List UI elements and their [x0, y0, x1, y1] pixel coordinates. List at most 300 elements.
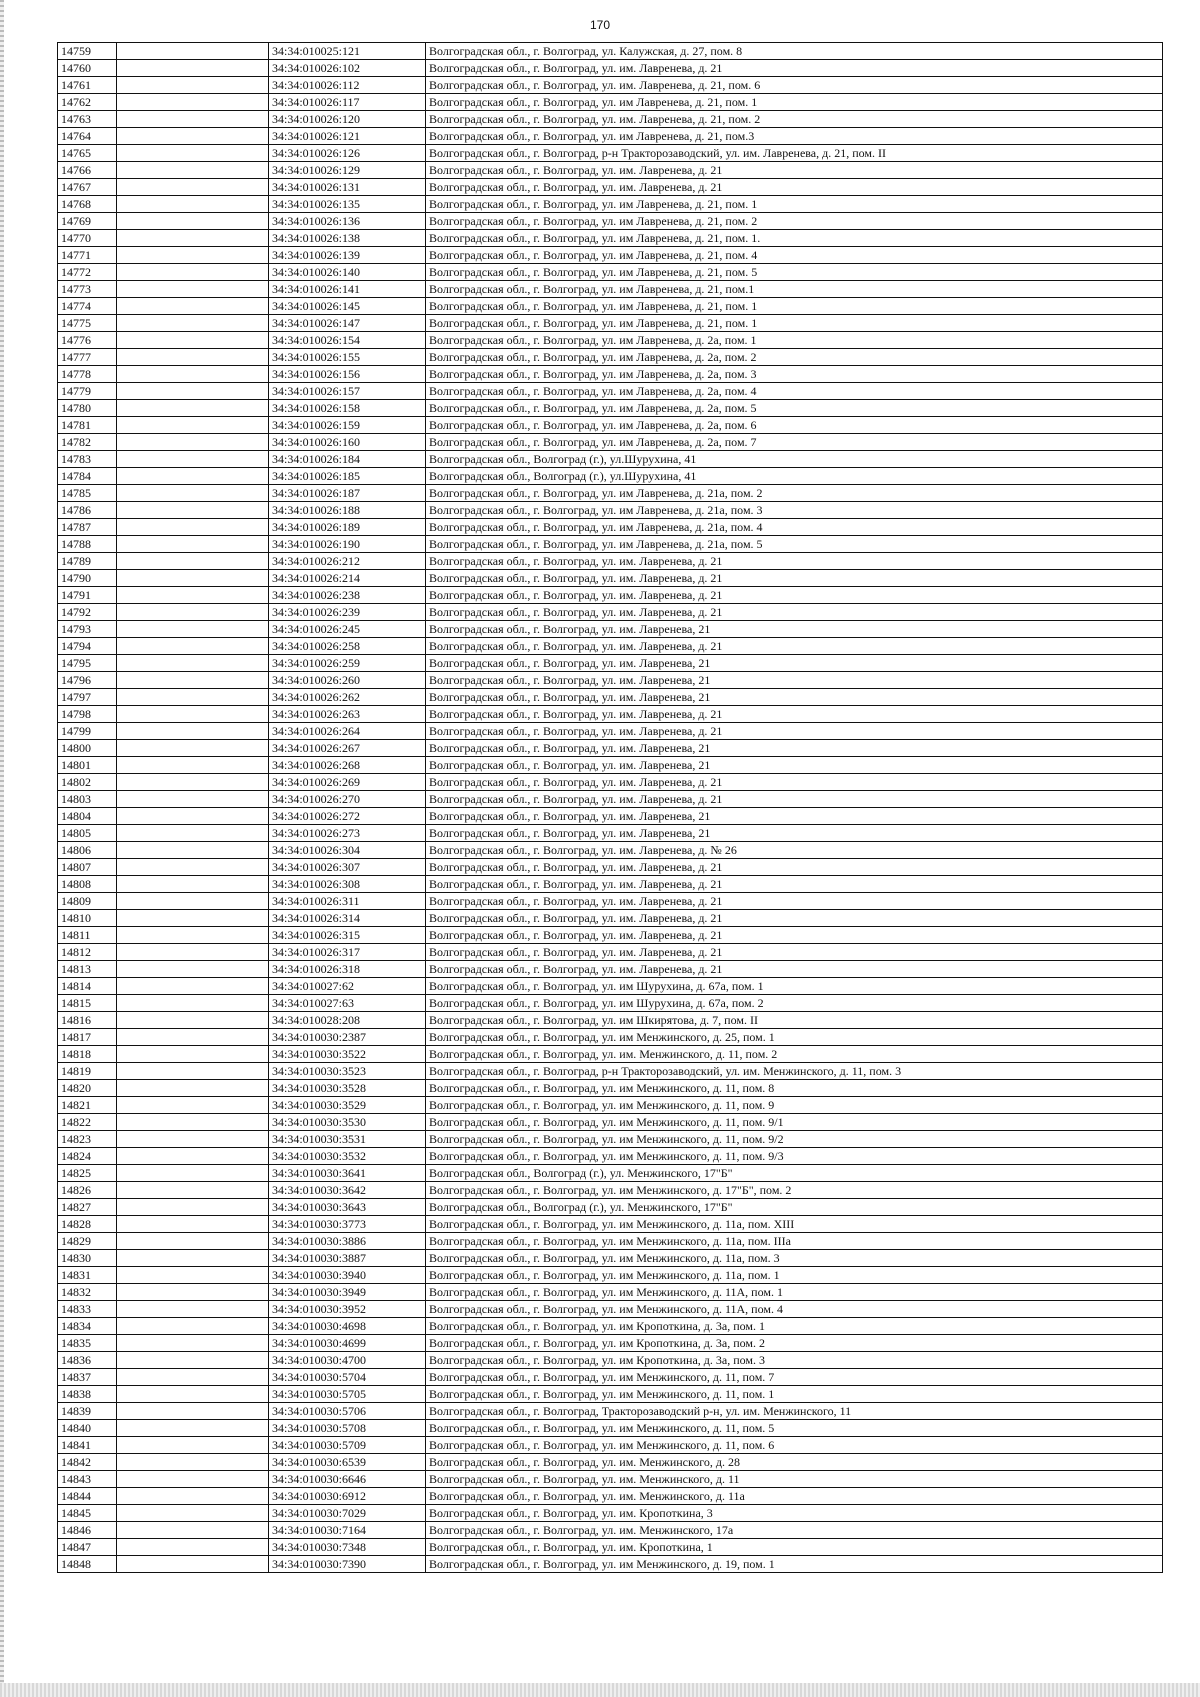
cadastral-number: 34:34:010030:5709 — [269, 1437, 426, 1454]
address: Волгоградская обл., г. Волгоград, ул. им Лавренева, д. 21, пом. 1. — [426, 230, 1163, 247]
blank-cell — [117, 1012, 269, 1029]
cadastral-number: 34:34:010030:3949 — [269, 1284, 426, 1301]
blank-cell — [117, 621, 269, 638]
cadastral-number: 34:34:010026:272 — [269, 808, 426, 825]
blank-cell — [117, 128, 269, 145]
cadastral-number: 34:34:010026:190 — [269, 536, 426, 553]
table-row — [58, 1539, 1163, 1556]
table-row — [58, 1012, 1163, 1029]
row-number: 14824 — [58, 1148, 117, 1165]
row-number: 14767 — [58, 179, 117, 196]
address: Волгоградская обл., г. Волгоград, ул. им. Менжинского, д. 11, пом. 2 — [426, 1046, 1163, 1063]
table-row — [58, 1148, 1163, 1165]
blank-cell — [117, 1488, 269, 1505]
table-row — [58, 740, 1163, 757]
row-number: 14829 — [58, 1233, 117, 1250]
blank-cell — [117, 1454, 269, 1471]
table-row — [58, 689, 1163, 706]
blank-cell — [117, 1301, 269, 1318]
table-row — [58, 485, 1163, 502]
blank-cell — [117, 1097, 269, 1114]
blank-cell — [117, 791, 269, 808]
blank-cell — [117, 876, 269, 893]
table-row — [58, 1403, 1163, 1420]
table-row — [58, 1556, 1163, 1573]
row-number: 14835 — [58, 1335, 117, 1352]
blank-cell — [117, 672, 269, 689]
row-number: 14831 — [58, 1267, 117, 1284]
blank-cell — [117, 553, 269, 570]
cadastral-number: 34:34:010026:185 — [269, 468, 426, 485]
address: Волгоградская обл., г. Волгоград, ул. им Менжинского, д. 11а, пом. XIII — [426, 1216, 1163, 1233]
address: Волгоградская обл., г. Волгоград, ул. им Менжинского, д. 11, пом. 9/2 — [426, 1131, 1163, 1148]
row-number: 14843 — [58, 1471, 117, 1488]
table-row — [58, 1522, 1163, 1539]
cadastral-number: 34:34:010026:318 — [269, 961, 426, 978]
address: Волгоградская обл., г. Волгоград, ул. им. Лавренева, д. 21, пом. 2 — [426, 111, 1163, 128]
cadastral-number: 34:34:010026:155 — [269, 349, 426, 366]
address: Волгоградская обл., г. Волгоград, ул. им Менжинского, д. 11, пом. 6 — [426, 1437, 1163, 1454]
cadastral-number: 34:34:010026:188 — [269, 502, 426, 519]
cadastral-number: 34:34:010030:5708 — [269, 1420, 426, 1437]
blank-cell — [117, 587, 269, 604]
row-number: 14818 — [58, 1046, 117, 1063]
address: Волгоградская обл., г. Волгоград, ул. им Лавренева, д. 2а, пом. 3 — [426, 366, 1163, 383]
table-row — [58, 519, 1163, 536]
table-row — [58, 1216, 1163, 1233]
address: Волгоградская обл., г. Волгоград, ул. им. Лавренева, д. 21 — [426, 791, 1163, 808]
cadastral-number: 34:34:010030:6646 — [269, 1471, 426, 1488]
address: Волгоградская обл., г. Волгоград, ул. им Лавренева, д. 21, пом.3 — [426, 128, 1163, 145]
blank-cell — [117, 264, 269, 281]
blank-cell — [117, 1063, 269, 1080]
address: Волгоградская обл., г. Волгоград, ул. им Менжинского, д. 11а, пом. 3 — [426, 1250, 1163, 1267]
address: Волгоградская обл., г. Волгоград, ул. им. Менжинского, д. 28 — [426, 1454, 1163, 1471]
cadastral-number: 34:34:010026:120 — [269, 111, 426, 128]
table-row — [58, 1165, 1163, 1182]
address: Волгоградская обл., г. Волгоград, ул. им. Менжинского, д. 11а — [426, 1488, 1163, 1505]
blank-cell — [117, 1250, 269, 1267]
table-row — [58, 706, 1163, 723]
address: Волгоградская обл., г. Волгоград, ул. им Лавренева, д. 21а, пом. 3 — [426, 502, 1163, 519]
table-row — [58, 366, 1163, 383]
cadastral-number: 34:34:010030:3642 — [269, 1182, 426, 1199]
cadastral-number: 34:34:010026:157 — [269, 383, 426, 400]
table-row — [58, 1199, 1163, 1216]
address: Волгоградская обл., г. Волгоград, ул. им. Лавренева, д. 21 — [426, 893, 1163, 910]
row-number: 14781 — [58, 417, 117, 434]
row-number: 14803 — [58, 791, 117, 808]
row-number: 14794 — [58, 638, 117, 655]
cadastral-number: 34:34:010026:187 — [269, 485, 426, 502]
table-row — [58, 638, 1163, 655]
cadastral-number: 34:34:010030:7348 — [269, 1539, 426, 1556]
address: Волгоградская обл., г. Волгоград, ул. им. Лавренева, д. 21 — [426, 910, 1163, 927]
cadastral-number: 34:34:010026:262 — [269, 689, 426, 706]
cadastral-number: 34:34:010026:239 — [269, 604, 426, 621]
row-number: 14771 — [58, 247, 117, 264]
row-number: 14764 — [58, 128, 117, 145]
address: Волгоградская обл., г. Волгоград, ул. им Кропоткина, д. 3а, пом. 3 — [426, 1352, 1163, 1369]
address: Волгоградская обл., г. Волгоград, ул. им Менжинского, д. 11, пом. 8 — [426, 1080, 1163, 1097]
registry-table-container — [57, 42, 1163, 1573]
row-number: 14811 — [58, 927, 117, 944]
address: Волгоградская обл., г. Волгоград, ул. им Менжинского, д. 19, пом. 1 — [426, 1556, 1163, 1573]
address: Волгоградская обл., г. Волгоград, ул. им. Лавренева, д. 21 — [426, 553, 1163, 570]
cadastral-number: 34:34:010030:3530 — [269, 1114, 426, 1131]
row-number: 14765 — [58, 145, 117, 162]
cadastral-number: 34:34:010030:4699 — [269, 1335, 426, 1352]
address: Волгоградская обл., г. Волгоград, ул. им. Лавренева, 21 — [426, 825, 1163, 842]
table-row — [58, 1505, 1163, 1522]
row-number: 14760 — [58, 60, 117, 77]
table-row — [58, 315, 1163, 332]
table-row — [58, 111, 1163, 128]
table-row — [58, 1386, 1163, 1403]
cadastral-number: 34:34:010030:4698 — [269, 1318, 426, 1335]
row-number: 14833 — [58, 1301, 117, 1318]
table-row — [58, 723, 1163, 740]
address: Волгоградская обл., г. Волгоград, ул. им Лавренева, д. 21а, пом. 5 — [426, 536, 1163, 553]
address: Волгоградская обл., Волгоград (г.), ул. Менжинского, 17"Б" — [426, 1165, 1163, 1182]
blank-cell — [117, 1080, 269, 1097]
row-number: 14806 — [58, 842, 117, 859]
blank-cell — [117, 485, 269, 502]
cadastral-number: 34:34:010030:5706 — [269, 1403, 426, 1420]
table-row — [58, 162, 1163, 179]
blank-cell — [117, 145, 269, 162]
address: Волгоградская обл., г. Волгоград, ул. им Лавренева, д. 21а, пом. 2 — [426, 485, 1163, 502]
row-number: 14813 — [58, 961, 117, 978]
row-number: 14840 — [58, 1420, 117, 1437]
address: Волгоградская обл., г. Волгоград, Тракторозаводский р-н, ул. им. Менжинского, 11 — [426, 1403, 1163, 1420]
address: Волгоградская обл., г. Волгоград, ул. им. Лавренева, д. 21 — [426, 961, 1163, 978]
address: Волгоградская обл., г. Волгоград, ул. им Менжинского, д. 11А, пом. 1 — [426, 1284, 1163, 1301]
blank-cell — [117, 230, 269, 247]
row-number: 14790 — [58, 570, 117, 587]
blank-cell — [117, 281, 269, 298]
blank-cell — [117, 383, 269, 400]
table-row — [58, 910, 1163, 927]
blank-cell — [117, 893, 269, 910]
address: Волгоградская обл., г. Волгоград, ул. им. Лавренева, д. 21 — [426, 944, 1163, 961]
scan-bottom-edge — [0, 1683, 1200, 1697]
table-row — [58, 808, 1163, 825]
row-number: 14836 — [58, 1352, 117, 1369]
row-number: 14816 — [58, 1012, 117, 1029]
address: Волгоградская обл., г. Волгоград, ул. им Лавренева, д. 2а, пом. 1 — [426, 332, 1163, 349]
row-number: 14805 — [58, 825, 117, 842]
table-row — [58, 876, 1163, 893]
table-row — [58, 179, 1163, 196]
row-number: 14766 — [58, 162, 117, 179]
cadastral-number: 34:34:010026:264 — [269, 723, 426, 740]
table-row — [58, 791, 1163, 808]
address: Волгоградская обл., г. Волгоград, ул. им. Лавренева, д. 21 — [426, 876, 1163, 893]
address: Волгоградская обл., Волгоград (г.), ул.Шурухина, 41 — [426, 451, 1163, 468]
address: Волгоградская обл., г. Волгоград, р-н Тракторозаводский, ул. им. Лавренева, д. 21, пом. II — [426, 145, 1163, 162]
table-row — [58, 230, 1163, 247]
blank-cell — [117, 1216, 269, 1233]
address: Волгоградская обл., г. Волгоград, ул. им Шурухина, д. 67а, пом. 2 — [426, 995, 1163, 1012]
blank-cell — [117, 1029, 269, 1046]
table-row — [58, 927, 1163, 944]
cadastral-number: 34:34:010030:4700 — [269, 1352, 426, 1369]
address: Волгоградская обл., г. Волгоград, ул. им Менжинского, д. 11, пом. 9/3 — [426, 1148, 1163, 1165]
table-row — [58, 1114, 1163, 1131]
blank-cell — [117, 349, 269, 366]
cadastral-number: 34:34:010030:3531 — [269, 1131, 426, 1148]
address: Волгоградская обл., г. Волгоград, ул. им Менжинского, д. 25, пом. 1 — [426, 1029, 1163, 1046]
address: Волгоградская обл., г. Волгоград, ул. им. Лавренева, д. 21 — [426, 859, 1163, 876]
cadastral-number: 34:34:010026:315 — [269, 927, 426, 944]
row-number: 14837 — [58, 1369, 117, 1386]
cadastral-number: 34:34:010026:212 — [269, 553, 426, 570]
cadastral-number: 34:34:010026:140 — [269, 264, 426, 281]
table-row — [58, 1437, 1163, 1454]
row-number: 14796 — [58, 672, 117, 689]
blank-cell — [117, 434, 269, 451]
row-number: 14838 — [58, 1386, 117, 1403]
blank-cell — [117, 1148, 269, 1165]
blank-cell — [117, 1318, 269, 1335]
address: Волгоградская обл., г. Волгоград, ул. им. Лавренева, д. № 26 — [426, 842, 1163, 859]
blank-cell — [117, 502, 269, 519]
row-number: 14799 — [58, 723, 117, 740]
address: Волгоградская обл., г. Волгоград, ул. им Лавренева, д. 21, пом. 1 — [426, 298, 1163, 315]
blank-cell — [117, 1539, 269, 1556]
table-row — [58, 672, 1163, 689]
address: Волгоградская обл., г. Волгоград, ул. им. Лавренева, д. 21 — [426, 604, 1163, 621]
row-number: 14798 — [58, 706, 117, 723]
row-number: 14787 — [58, 519, 117, 536]
cadastral-number: 34:34:010030:3532 — [269, 1148, 426, 1165]
table-row — [58, 332, 1163, 349]
address: Волгоградская обл., г. Волгоград, ул. им. Менжинского, д. 11 — [426, 1471, 1163, 1488]
address: Волгоградская обл., г. Волгоград, ул. им Менжинского, д. 11, пом. 9 — [426, 1097, 1163, 1114]
address: Волгоградская обл., г. Волгоград, ул. им Лавренева, д. 2а, пом. 2 — [426, 349, 1163, 366]
cadastral-number: 34:34:010026:214 — [269, 570, 426, 587]
row-number: 14808 — [58, 876, 117, 893]
address: Волгоградская обл., г. Волгоград, ул. им. Лавренева, д. 21 — [426, 638, 1163, 655]
registry-table-body — [58, 43, 1163, 1573]
address: Волгоградская обл., г. Волгоград, ул. им Лавренева, д. 21, пом. 2 — [426, 213, 1163, 230]
cadastral-number: 34:34:010030:7029 — [269, 1505, 426, 1522]
table-row — [58, 43, 1163, 60]
cadastral-number: 34:34:010026:154 — [269, 332, 426, 349]
address: Волгоградская обл., г. Волгоград, ул. им Лавренева, д. 2а, пом. 6 — [426, 417, 1163, 434]
row-number: 14786 — [58, 502, 117, 519]
table-row — [58, 995, 1163, 1012]
address: Волгоградская обл., г. Волгоград, ул. им Менжинского, д. 11, пом. 9/1 — [426, 1114, 1163, 1131]
address: Волгоградская обл., г. Волгоград, ул. им Менжинского, д. 11, пом. 1 — [426, 1386, 1163, 1403]
address: Волгоградская обл., г. Волгоград, ул. им Лавренева, д. 2а, пом. 7 — [426, 434, 1163, 451]
row-number: 14762 — [58, 94, 117, 111]
address: Волгоградская обл., г. Волгоград, ул. им. Лавренева, 21 — [426, 621, 1163, 638]
cadastral-number: 34:34:010030:6912 — [269, 1488, 426, 1505]
table-row — [58, 281, 1163, 298]
row-number: 14823 — [58, 1131, 117, 1148]
cadastral-number: 34:34:010028:208 — [269, 1012, 426, 1029]
table-row — [58, 825, 1163, 842]
blank-cell — [117, 417, 269, 434]
cadastral-number: 34:34:010026:259 — [269, 655, 426, 672]
cadastral-number: 34:34:010026:138 — [269, 230, 426, 247]
address: Волгоградская обл., г. Волгоград, ул. им Менжинского, д. 11а, пом. IIIа — [426, 1233, 1163, 1250]
page-number: 170 — [589, 18, 611, 32]
blank-cell — [117, 757, 269, 774]
cadastral-number: 34:34:010026:117 — [269, 94, 426, 111]
table-row — [58, 264, 1163, 281]
row-number: 14839 — [58, 1403, 117, 1420]
blank-cell — [117, 1165, 269, 1182]
blank-cell — [117, 162, 269, 179]
address: Волгоградская обл., г. Волгоград, ул. им. Лавренева, 21 — [426, 808, 1163, 825]
table-row — [58, 1454, 1163, 1471]
address: Волгоградская обл., г. Волгоград, ул. им. Лавренева, д. 21 — [426, 60, 1163, 77]
table-row — [58, 1250, 1163, 1267]
address: Волгоградская обл., г. Волгоград, ул. им. Лавренева, 21 — [426, 740, 1163, 757]
blank-cell — [117, 196, 269, 213]
table-row — [58, 1335, 1163, 1352]
row-number: 14780 — [58, 400, 117, 417]
cadastral-number: 34:34:010026:135 — [269, 196, 426, 213]
cadastral-number: 34:34:010026:314 — [269, 910, 426, 927]
blank-cell — [117, 1352, 269, 1369]
cadastral-number: 34:34:010026:269 — [269, 774, 426, 791]
blank-cell — [117, 1233, 269, 1250]
table-row — [58, 553, 1163, 570]
address: Волгоградская обл., г. Волгоград, ул. Калужская, д. 27, пом. 8 — [426, 43, 1163, 60]
blank-cell — [117, 1386, 269, 1403]
table-row — [58, 774, 1163, 791]
row-number: 14772 — [58, 264, 117, 281]
row-number: 14775 — [58, 315, 117, 332]
table-row — [58, 536, 1163, 553]
address: Волгоградская обл., г. Волгоград, ул. им Лавренева, д. 21а, пом. 4 — [426, 519, 1163, 536]
cadastral-number: 34:34:010026:270 — [269, 791, 426, 808]
table-row — [58, 1420, 1163, 1437]
cadastral-number: 34:34:010026:260 — [269, 672, 426, 689]
row-number: 14847 — [58, 1539, 117, 1556]
blank-cell — [117, 740, 269, 757]
cadastral-number: 34:34:010026:147 — [269, 315, 426, 332]
cadastral-number: 34:34:010026:258 — [269, 638, 426, 655]
table-row — [58, 383, 1163, 400]
table-row — [58, 1131, 1163, 1148]
blank-cell — [117, 689, 269, 706]
blank-cell — [117, 723, 269, 740]
blank-cell — [117, 1046, 269, 1063]
cadastral-number: 34:34:010030:7390 — [269, 1556, 426, 1573]
address: Волгоградская обл., г. Волгоград, ул. им Кропоткина, д. 3а, пом. 1 — [426, 1318, 1163, 1335]
blank-cell — [117, 43, 269, 60]
blank-cell — [117, 366, 269, 383]
table-row — [58, 400, 1163, 417]
row-number: 14773 — [58, 281, 117, 298]
cadastral-number: 34:34:010026:304 — [269, 842, 426, 859]
cadastral-number: 34:34:010030:3773 — [269, 1216, 426, 1233]
cadastral-number: 34:34:010026:308 — [269, 876, 426, 893]
cadastral-number: 34:34:010026:112 — [269, 77, 426, 94]
cadastral-number: 34:34:010026:131 — [269, 179, 426, 196]
blank-cell — [117, 1267, 269, 1284]
table-row — [58, 434, 1163, 451]
row-number: 14828 — [58, 1216, 117, 1233]
table-row — [58, 944, 1163, 961]
row-number: 14802 — [58, 774, 117, 791]
blank-cell — [117, 570, 269, 587]
cadastral-number: 34:34:010026:245 — [269, 621, 426, 638]
table-row — [58, 1046, 1163, 1063]
table-row — [58, 1182, 1163, 1199]
row-number: 14784 — [58, 468, 117, 485]
blank-cell — [117, 1437, 269, 1454]
blank-cell — [117, 111, 269, 128]
cadastral-number: 34:34:010026:268 — [269, 757, 426, 774]
cadastral-number: 34:34:010026:263 — [269, 706, 426, 723]
table-row — [58, 570, 1163, 587]
cadastral-number: 34:34:010026:145 — [269, 298, 426, 315]
row-number: 14845 — [58, 1505, 117, 1522]
cadastral-number: 34:34:010026:141 — [269, 281, 426, 298]
cadastral-number: 34:34:010030:7164 — [269, 1522, 426, 1539]
address: Волгоградская обл., г. Волгоград, ул. им. Лавренева, 21 — [426, 689, 1163, 706]
cadastral-number: 34:34:010030:3522 — [269, 1046, 426, 1063]
blank-cell — [117, 451, 269, 468]
cadastral-number: 34:34:010026:126 — [269, 145, 426, 162]
table-row — [58, 1352, 1163, 1369]
cadastral-number: 34:34:010026:102 — [269, 60, 426, 77]
table-row — [58, 587, 1163, 604]
blank-cell — [117, 1556, 269, 1573]
row-number: 14809 — [58, 893, 117, 910]
cadastral-number: 34:34:010026:189 — [269, 519, 426, 536]
cadastral-number: 34:34:010030:3952 — [269, 1301, 426, 1318]
row-number: 14826 — [58, 1182, 117, 1199]
row-number: 14822 — [58, 1114, 117, 1131]
cadastral-number: 34:34:010026:139 — [269, 247, 426, 264]
address: Волгоградская обл., г. Волгоград, ул. им. Лавренева, д. 21 — [426, 162, 1163, 179]
row-number: 14761 — [58, 77, 117, 94]
blank-cell — [117, 536, 269, 553]
table-row — [58, 842, 1163, 859]
cadastral-number: 34:34:010030:3528 — [269, 1080, 426, 1097]
row-number: 14825 — [58, 1165, 117, 1182]
blank-cell — [117, 1505, 269, 1522]
table-row — [58, 451, 1163, 468]
address: Волгоградская обл., г. Волгоград, ул. им Лавренева, д. 21, пом. 4 — [426, 247, 1163, 264]
cadastral-number: 34:34:010030:2387 — [269, 1029, 426, 1046]
row-number: 14807 — [58, 859, 117, 876]
address: Волгоградская обл., г. Волгоград, ул. им Лавренева, д. 2а, пом. 4 — [426, 383, 1163, 400]
table-row — [58, 247, 1163, 264]
cadastral-number: 34:34:010030:3643 — [269, 1199, 426, 1216]
row-number: 14792 — [58, 604, 117, 621]
blank-cell — [117, 179, 269, 196]
address: Волгоградская обл., г. Волгоград, ул. им. Лавренева, д. 21 — [426, 179, 1163, 196]
row-number: 14763 — [58, 111, 117, 128]
table-row — [58, 621, 1163, 638]
address: Волгоградская обл., г. Волгоград, ул. им Лавренева, д. 21, пом.1 — [426, 281, 1163, 298]
table-row — [58, 1029, 1163, 1046]
address: Волгоградская обл., г. Волгоград, ул. им. Лавренева, 21 — [426, 757, 1163, 774]
table-row — [58, 502, 1163, 519]
address: Волгоградская обл., г. Волгоград, р-н Тракторозаводский, ул. им. Менжинского, д. 11, пом. 3 — [426, 1063, 1163, 1080]
cadastral-number: 34:34:010026:317 — [269, 944, 426, 961]
row-number: 14801 — [58, 757, 117, 774]
cadastral-number: 34:34:010027:62 — [269, 978, 426, 995]
